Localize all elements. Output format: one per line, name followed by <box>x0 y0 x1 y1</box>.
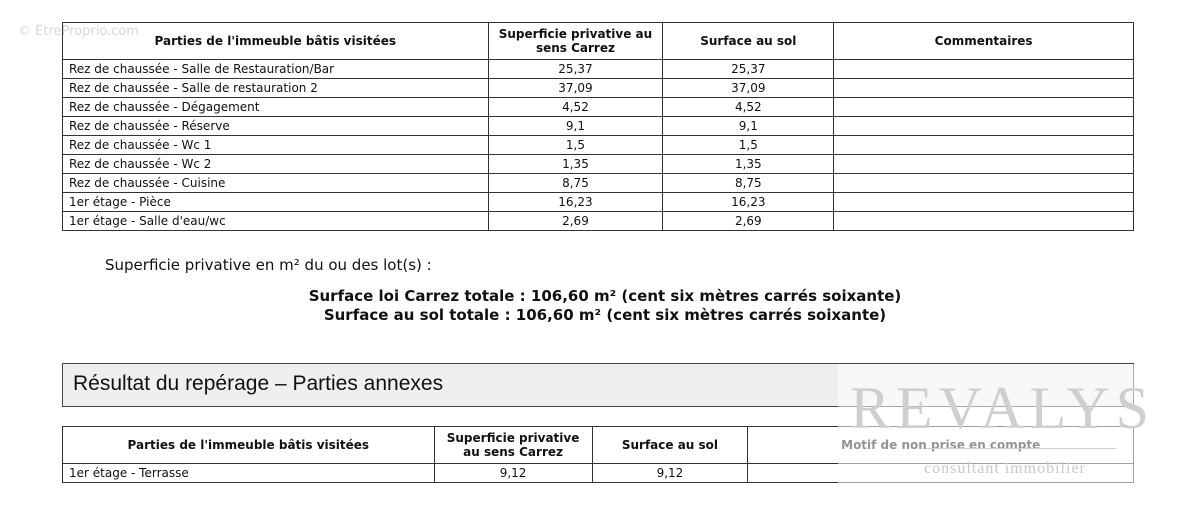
section-title: Résultat du repérage – Parties annexes <box>73 372 444 395</box>
cell-surface-sol: 2,69 <box>663 212 834 231</box>
cell-carrez: 9,12 <box>434 464 592 483</box>
cell-partie: Rez de chaussée - Wc 2 <box>63 155 489 174</box>
header-carrez: Superficie privative au sens Carrez <box>488 23 663 60</box>
table-row <box>63 155 1134 174</box>
cell-commentaire <box>834 136 1134 155</box>
cell-partie: Rez de chaussée - Dégagement <box>63 98 489 117</box>
cell-partie: Rez de chaussée - Salle de restauration 2 <box>63 79 489 98</box>
cell-surface-sol: 16,23 <box>663 193 834 212</box>
header-parties: Parties de l'immeuble bâtis visitées <box>63 427 435 464</box>
cell-commentaire <box>834 60 1134 79</box>
header-surface-sol: Surface au sol <box>592 427 748 464</box>
table-row <box>63 117 1134 136</box>
cell-surface-sol: 37,09 <box>663 79 834 98</box>
table-row <box>63 60 1134 79</box>
table-header-row <box>63 23 1134 60</box>
cell-surface-sol: 9,12 <box>592 464 748 483</box>
cell-partie: Rez de chaussée - Cuisine <box>63 174 489 193</box>
cell-partie: 1er étage - Pièce <box>63 193 489 212</box>
cell-carrez: 1,5 <box>488 136 663 155</box>
cell-carrez: 37,09 <box>488 79 663 98</box>
cell-carrez: 9,1 <box>488 117 663 136</box>
table-row <box>63 136 1134 155</box>
cell-carrez: 4,52 <box>488 98 663 117</box>
carrez-total: Surface loi Carrez totale : 106,60 m² (cent six mètres carrés soixante) <box>308 287 902 305</box>
table-row <box>63 79 1134 98</box>
header-commentaires: Commentaires <box>834 23 1134 60</box>
photo-watermark: © EtreProprio.com <box>18 24 139 39</box>
cell-commentaire <box>834 212 1134 231</box>
cell-surface-sol: 25,37 <box>663 60 834 79</box>
cell-carrez: 2,69 <box>488 212 663 231</box>
revalys-logo <box>838 364 1200 484</box>
cell-commentaire <box>834 79 1134 98</box>
header-parties: Parties de l'immeuble bâtis visitées <box>63 23 489 60</box>
cell-carrez: 16,23 <box>488 193 663 212</box>
header-carrez: Superficie privative au sens Carrez <box>434 427 592 464</box>
cell-surface-sol: 1,5 <box>663 136 834 155</box>
cell-partie: Rez de chaussée - Réserve <box>63 117 489 136</box>
cell-commentaire <box>834 98 1134 117</box>
cell-carrez: 8,75 <box>488 174 663 193</box>
cell-partie: Rez de chaussée - Wc 1 <box>63 136 489 155</box>
superficie-intro: Superficie privative en m² du ou des lot(s) : <box>105 256 432 274</box>
brand-divider <box>926 448 1116 449</box>
cell-partie: 1er étage - Salle d'eau/wc <box>63 212 489 231</box>
brand-name: REVALYS <box>850 375 1155 441</box>
cell-carrez: 25,37 <box>488 60 663 79</box>
table-row <box>63 98 1134 117</box>
cell-surface-sol: 8,75 <box>663 174 834 193</box>
brand-tagline: consultant immobilier <box>924 460 1086 477</box>
cell-partie: 1er étage - Terrasse <box>63 464 435 483</box>
sol-total: Surface au sol totale : 106,60 m² (cent six mètres carrés soixante) <box>323 306 887 324</box>
cell-commentaire <box>834 174 1134 193</box>
cell-commentaire <box>834 155 1134 174</box>
cell-carrez: 1,35 <box>488 155 663 174</box>
cell-surface-sol: 9,1 <box>663 117 834 136</box>
cell-commentaire <box>834 117 1134 136</box>
cell-surface-sol: 1,35 <box>663 155 834 174</box>
table-row <box>63 193 1134 212</box>
main-surface-table <box>62 22 1134 231</box>
header-surface-sol: Surface au sol <box>663 23 834 60</box>
cell-surface-sol: 4,52 <box>663 98 834 117</box>
table-row <box>63 174 1134 193</box>
table-row <box>63 212 1134 231</box>
cell-partie: Rez de chaussée - Salle de Restauration/Bar <box>63 60 489 79</box>
cell-commentaire <box>834 193 1134 212</box>
